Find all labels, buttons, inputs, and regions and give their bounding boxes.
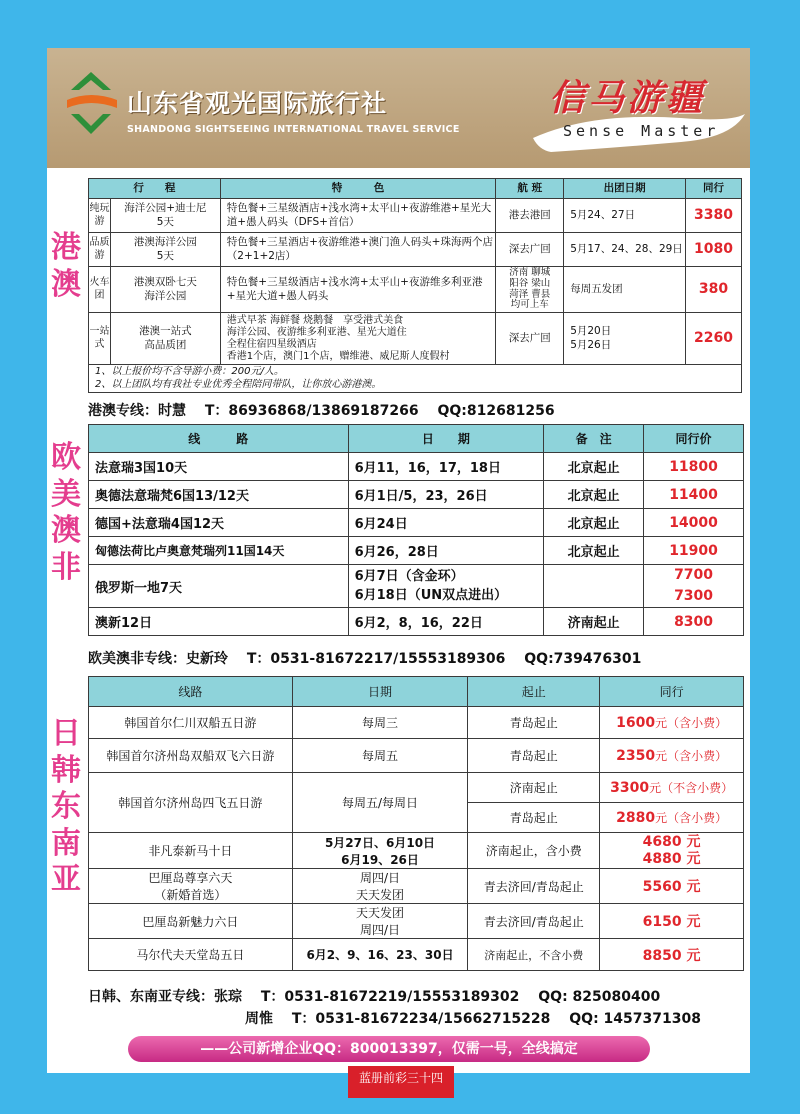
table-row [89, 233, 742, 267]
section-label-hk: 港 澳 [51, 230, 81, 302]
col-header: 出团日期 [564, 179, 686, 199]
dates: 6月2，8，16，22日 [348, 608, 544, 636]
features: 港式早茶 海鲜餐 烧鹅餐 享受港式美食 海洋公园、夜游维多利亚港、星光大道住 全程住宿四星级酒店 香港1个店，澳门1个店，赠维港、威尼斯人度假村 [220, 313, 496, 365]
table-row [89, 833, 744, 869]
table-row [89, 481, 744, 509]
route: 韩国首尔仁川双船五日游 [89, 707, 293, 739]
start: 济南起止，不含小费 [468, 939, 600, 971]
price-note: 元（不含小费） [649, 781, 734, 795]
dates: 周四/日 天天发团 [292, 869, 468, 904]
features: 特色餐+三星酒店+夜游维港+澳门渔人码头+珠海两个店（2+1+2店） [220, 233, 496, 267]
price-note: 元（含小费） [655, 811, 728, 825]
route: 港澳双卧七天 海洋公园 [110, 267, 220, 313]
brand-name-en: Sense Master [563, 122, 720, 140]
route: 巴厘岛新魅力六日 [89, 904, 293, 939]
price: 2880 [616, 810, 656, 826]
price: 2350 [616, 748, 656, 764]
route: 韩国首尔济州岛双船双飞六日游 [89, 739, 293, 773]
route: 海洋公园+迪士尼 5天 [110, 199, 220, 233]
note: 北京起止 [544, 453, 644, 481]
table-row [89, 739, 744, 773]
table-row [89, 453, 744, 481]
travel-logo-icon [61, 68, 121, 138]
col-header: 日期 [292, 677, 468, 707]
dates: 6月11，16，17，18日 [348, 453, 544, 481]
col-header: 行 程 [89, 179, 221, 199]
tour-type: 一站式 [89, 313, 111, 365]
note: 北京起止 [544, 537, 644, 565]
note: 济南起止 [544, 608, 644, 636]
flight: 济南 聊城 阳谷 梁山 菏泽 曹县 均可上车 [496, 267, 564, 313]
route: 法意瑞3国10天 [89, 453, 349, 481]
route: 韩国首尔济州岛四飞五日游 [89, 773, 293, 833]
table-row [89, 509, 744, 537]
table-row [89, 869, 744, 904]
price: 11400 [644, 481, 744, 509]
route: 港澳海洋公园 5天 [110, 233, 220, 267]
dates: 5月20日 5月26日 [564, 313, 686, 365]
table-row [89, 707, 744, 739]
route: 俄罗斯一地7天 [89, 565, 349, 608]
col-header: 备 注 [544, 425, 644, 453]
price: 380 [685, 267, 741, 313]
company-name-en: SHANDONG SIGHTSEEING INTERNATIONAL TRAVEL SERVICE [127, 124, 460, 135]
dates: 5月17、24、28、29日 [564, 233, 686, 267]
start: 青去济回/青岛起止 [468, 904, 600, 939]
flight: 深去广回 [496, 233, 564, 267]
start: 济南起止 [468, 773, 600, 803]
table-row [89, 608, 744, 636]
col-header: 同行价 [644, 425, 744, 453]
route: 匈德法荷比卢奥意梵瑞列11国14天 [89, 537, 349, 565]
route: 德国+法意瑞4国12天 [89, 509, 349, 537]
note: 2、以上团队均有我社专业优秀全程陪同带队，让你放心游港澳。 [95, 378, 382, 390]
dates: 6月24日 [348, 509, 544, 537]
dates: 每周五 [292, 739, 468, 773]
header-banner [47, 48, 750, 168]
price: 14000 [644, 509, 744, 537]
page-footer-label: 蓝册前彩三十四 [348, 1066, 454, 1098]
price-note: 元（含小费） [655, 716, 728, 730]
price: 3380 [685, 199, 741, 233]
note: 1、以上报价均不含导游小费：200元/人。 [95, 366, 284, 377]
start: 青岛起止 [468, 803, 600, 833]
table-row [89, 939, 744, 971]
note: 北京起止 [544, 509, 644, 537]
col-header: 同行 [600, 677, 744, 707]
tour-type: 纯玩游 [89, 199, 111, 233]
route: 马尔代夫天堂岛五日 [89, 939, 293, 971]
flight: 港去港回 [496, 199, 564, 233]
note: 北京起止 [544, 481, 644, 509]
price: 1080 [685, 233, 741, 267]
tour-type: 火车团 [89, 267, 111, 313]
flight: 深去广回 [496, 313, 564, 365]
dates: 每周五发团 [564, 267, 686, 313]
notes-row [89, 365, 742, 393]
dates: 6月2、9、16、23、30日 [292, 939, 468, 971]
table-row [89, 313, 742, 365]
asia-contact-2: 周惟 T：0531-81672234/15662715228 QQ: 1457371308 [245, 1011, 701, 1027]
route: 奥德法意瑞梵6国13/12天 [89, 481, 349, 509]
price: 2260 [685, 313, 741, 365]
asia-table [88, 676, 744, 971]
note [544, 565, 644, 608]
col-header: 同行 [685, 179, 741, 199]
price: 5560 元 [600, 869, 744, 904]
hk-table [88, 178, 742, 393]
dates: 每周三 [292, 707, 468, 739]
col-header: 线路 [89, 677, 293, 707]
dates: 6月26，28日 [348, 537, 544, 565]
dates: 每周五/每周日 [292, 773, 468, 833]
table-row [89, 537, 744, 565]
price: 11800 [644, 453, 744, 481]
col-header: 日 期 [348, 425, 544, 453]
eu-table [88, 424, 744, 636]
start: 济南起止，含小费 [468, 833, 600, 869]
dates: 6月1日/5，23，26日 [348, 481, 544, 509]
hk-contact: 港澳专线：时慧 T：86936868/13869187266 QQ:812681256 [88, 403, 555, 419]
table-row [89, 267, 742, 313]
section-label-eu: 欧 美 澳 非 [51, 440, 81, 585]
route: 巴厘岛尊享六天 （新婚首选） [89, 869, 293, 904]
eu-contact: 欧美澳非专线：史新玲 T：0531-81672217/15553189306 QQ:739476301 [88, 651, 642, 667]
dates: 6月7日（含金环） 6月18日（UN双点进出） [348, 565, 544, 608]
company-qq-slogan: ——公司新增企业QQ：800013397，仅需一号，全线搞定 [128, 1036, 650, 1062]
table-row [89, 565, 744, 608]
section-label-asia: 日 韩 东 南 亚 [51, 716, 81, 898]
price: 8850 元 [600, 939, 744, 971]
col-header: 航 班 [496, 179, 564, 199]
price: 1600 [616, 715, 656, 731]
price: 7700 7300 [644, 565, 744, 608]
features: 特色餐+三星级酒店+浅水湾+太平山+夜游维多利亚港+星光大道+愚人码头 [220, 267, 496, 313]
col-header: 线 路 [89, 425, 349, 453]
brand-name-cn: 信马游疆 [549, 78, 706, 119]
table-row [89, 904, 744, 939]
tour-type: 品质游 [89, 233, 111, 267]
asia-contact-1: 日韩、东南亚专线：张琮 T：0531-81672219/15553189302 QQ: 825080400 [88, 989, 661, 1005]
price: 11900 [644, 537, 744, 565]
start: 青岛起止 [468, 739, 600, 773]
col-header: 特 色 [220, 179, 496, 199]
features: 特色餐+三星级酒店+浅水湾+太平山+夜游维港+星光大道+愚人码头（DFS+首信） [220, 199, 496, 233]
route: 港澳一站式 高品质团 [110, 313, 220, 365]
table-row [89, 199, 742, 233]
col-header: 起止 [468, 677, 600, 707]
route: 澳新12日 [89, 608, 349, 636]
dates: 5月27日、6月10日 6月19、26日 [292, 833, 468, 869]
route: 非凡泰新马十日 [89, 833, 293, 869]
dates: 5月24、27日 [564, 199, 686, 233]
price-note: 元（含小费） [655, 749, 728, 763]
price: 6150 元 [600, 904, 744, 939]
start: 青去济回/青岛起止 [468, 869, 600, 904]
price: 8300 [644, 608, 744, 636]
price: 3300 [610, 780, 650, 796]
dates: 天天发团 周四/日 [292, 904, 468, 939]
price: 4680 元 4880 元 [600, 833, 744, 869]
table-row [89, 773, 744, 803]
company-name-cn: 山东省观光国际旅行社 [127, 89, 388, 118]
start: 青岛起止 [468, 707, 600, 739]
